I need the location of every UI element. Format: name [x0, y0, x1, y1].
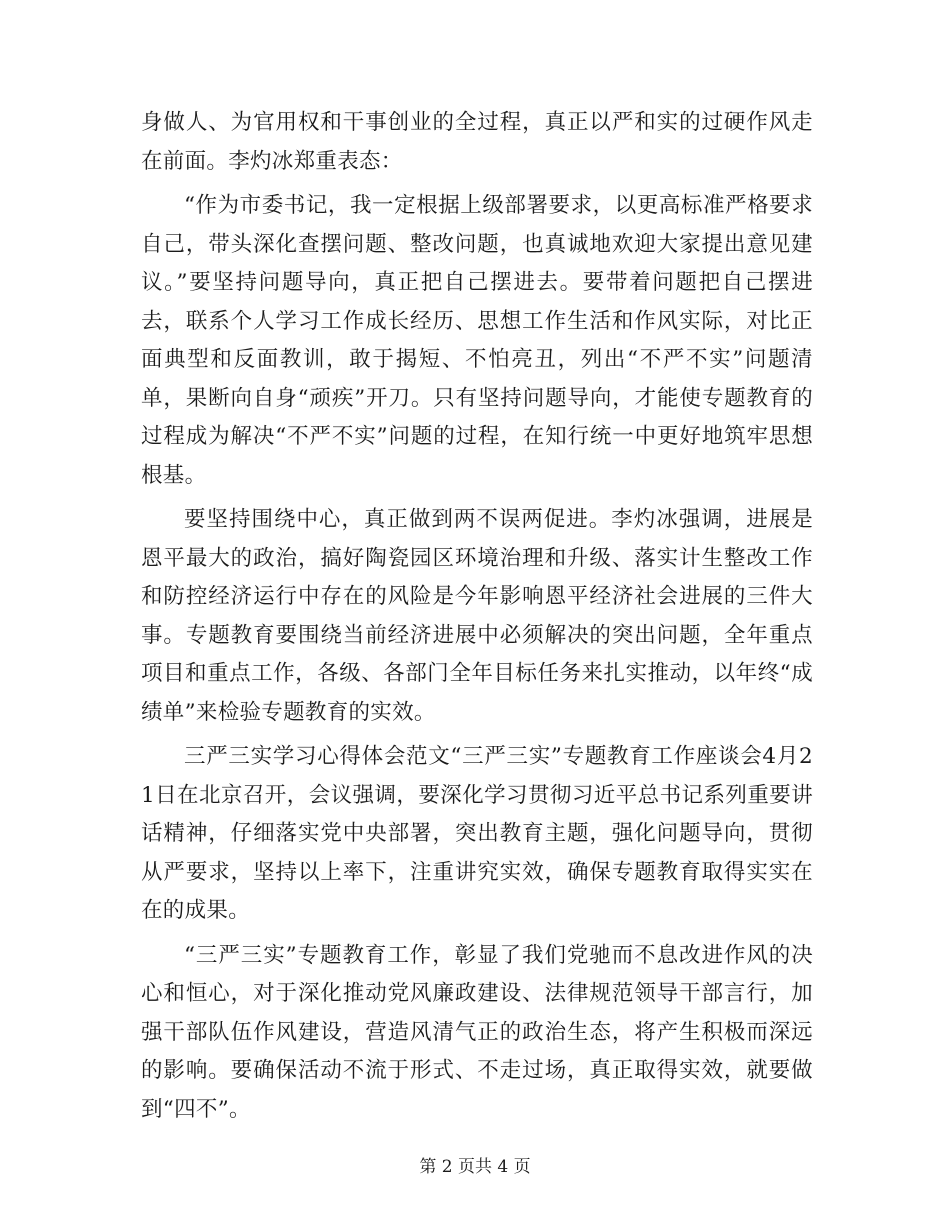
page-number-footer: 第 2 页共 4 页: [419, 1157, 531, 1177]
paragraph-1: 身做人、为官用权和干事创业的全过程，真正以严和实的过硬作风走在前面。李灼冰郑重表态：: [141, 110, 813, 174]
paragraph-4: 三严三实学习心得体会范文“三严三实”专题教育工作座谈会4月21日在北京召开，会议强调，要深化学习贯彻习近平总书记系列重要讲话精神，仔细落实党中央部署，突出教育主题，强化问题导向，贯彻从严要求，坚持以上率下，注重讲究实效，确保专题教育取得实实在在的成果。: [141, 744, 813, 923]
paragraph-2: “作为市委书记，我一定根据上级部署要求，以更高标准严格要求自己，带头深化查摆问题、整改问题，也真诚地欢迎大家提出意见建议。”要坚持问题导向，真正把自己摆进去。要带着问题把自己摆进去，联系个人学习工作成长经历、思想工作生活和作风实际，对比正面典型和反面教训，敢于揭短、不怕亮丑，列出“不严不实”问题清单，果断向自身“顽疾”开刀。只有坚持问题导向，才能使专题教育的过程成为解决“不严不实”问题的过程，在知行统一中更好地筑牢思想根基。: [141, 193, 813, 488]
document-body: [141, 104, 813, 1135]
paragraph-5: “三严三实”专题教育工作，彰显了我们党驰而不息改进作风的决心和恒心，对于深化推动党风廉政建设、法律规范领导干部言行，加强干部队伍作风建设，营造风清气正的政治生态，将产生积极而深远的影响。要确保活动不流于形式、不走过场，真正取得实效，就要做到“四不”。: [141, 942, 813, 1122]
paragraph-3: 要坚持围绕中心，真正做到两不误两促进。李灼冰强调，进展是恩平最大的政治，搞好陶瓷园区环境治理和升级、落实计生整改工作和防控经济运行中存在的风险是今年影响恩平经济社会进展的三件大事。专题教育要围绕当前经济进展中必须解决的突出问题，全年重点项目和重点工作，各级、各部门全年目标任务来扎实推动，以年终“成绩单”来检验专题教育的实效。: [141, 507, 813, 725]
